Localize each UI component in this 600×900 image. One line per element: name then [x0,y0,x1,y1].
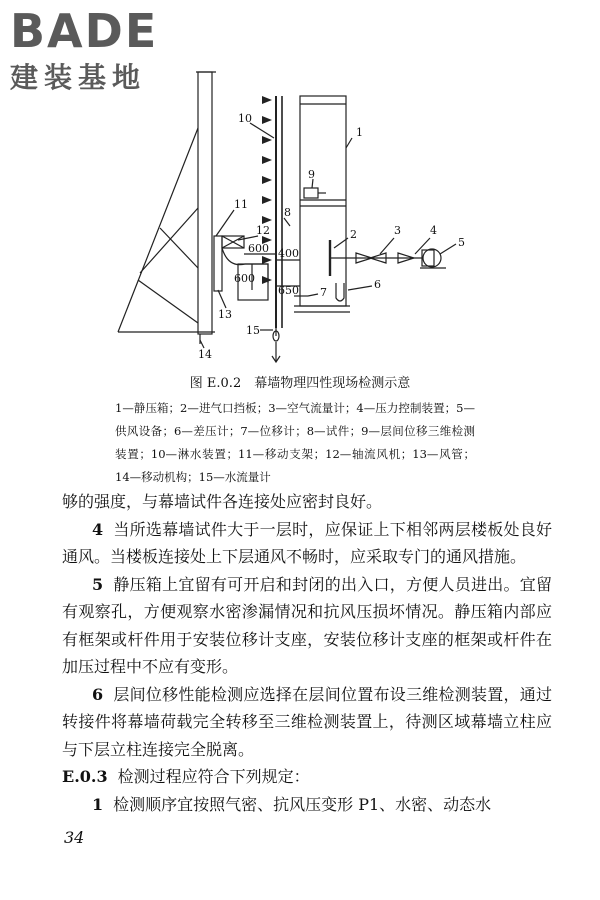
label-2: 2 [350,228,357,241]
paragraph-1 [62,791,552,819]
label-8: 8 [284,206,291,219]
paragraph-continued: 够的强度，与幕墙试件各连接处应密封良好。 [62,492,383,511]
paragraph-4 [62,516,552,571]
label-15: 15 [246,324,260,337]
paragraph-5-text: 静压箱上宜留有可开启和封闭的出入口，方便人员进出。宜留有观察孔，方便观察水密渗漏情况和抗风压损坏情况。静压箱内部应有框架或杆件用于安装位移计支座，安装位移计支座的框架或杆件在加压过程中不应有变形。 [62,574,552,676]
water-spray [262,96,272,284]
item-number-4: 4 [92,519,104,539]
dimension-400: 400 [278,247,299,260]
pressure-gauge [336,283,344,301]
item-number-1: 1 [92,794,104,814]
section-e03-text: 检测过程应符合下列规定： [117,767,310,786]
dimension-650: 650 [278,284,299,297]
label-10: 10 [238,112,252,125]
dimension-600-left: 600 [234,272,255,285]
label-4: 4 [430,224,437,237]
logo-main: BADE [10,4,159,58]
page-number: 34 [64,828,85,847]
figure-diagram [110,68,510,368]
label-6: 6 [374,278,381,291]
paragraph-4-text: 当所选幕墙试件大于一层时，应保证上下相邻两层楼板处良好通风。当楼板连接处上下层通风不畅时，应采取专门的通风措施。 [62,519,552,566]
label-7: 7 [320,286,327,299]
supply-equipment [423,249,441,267]
moving-support [198,72,212,334]
label-11: 11 [234,198,248,211]
item-number-6: 6 [92,684,104,704]
dimension-600-top: 600 [248,242,269,255]
paragraph-5 [62,571,552,681]
paragraph-6 [62,681,552,764]
air-duct [214,236,222,291]
section-number-e03: E.0.3 [62,767,108,786]
label-5: 5 [458,236,465,249]
pressure-box [300,96,346,306]
label-13: 13 [218,308,232,321]
figure-legend: 1—静压箱；2—进气口挡板；3—空气流量计；4—压力控制装置；5—供风设备；6—差压计；7—位移计；8—试件；9—层间位移三维检测装置；10—淋水装置；11—移动支架；12—轴流风机；13—风管；14—移动机构；15—水流量计 [115,401,475,484]
figure-caption: 图 E.0.2 幕墙物理四性现场检测示意 [189,376,411,391]
logo-sub: 建装基地 [10,61,147,94]
figure [110,68,510,368]
label-9: 9 [308,168,315,181]
label-1: 1 [356,126,363,139]
item-number-5: 5 [92,574,104,594]
paragraph-1-text: 检测顺序宜按照气密、抗风压变形 P1、水密、动态水 [113,794,492,814]
section-e03 [62,763,552,791]
paragraph-6-text: 层间位移性能检测应选择在层间位置布设三维检测装置，通过转接件将幕墙荷载完全转移至三维检测装置上，待测区域幕墙立柱应与下层立柱连接完全脱离。 [62,684,552,759]
label-14: 14 [198,348,212,361]
label-12: 12 [256,224,270,237]
label-3: 3 [394,224,401,237]
body-text [62,488,552,818]
truss-diagonal [118,128,198,332]
